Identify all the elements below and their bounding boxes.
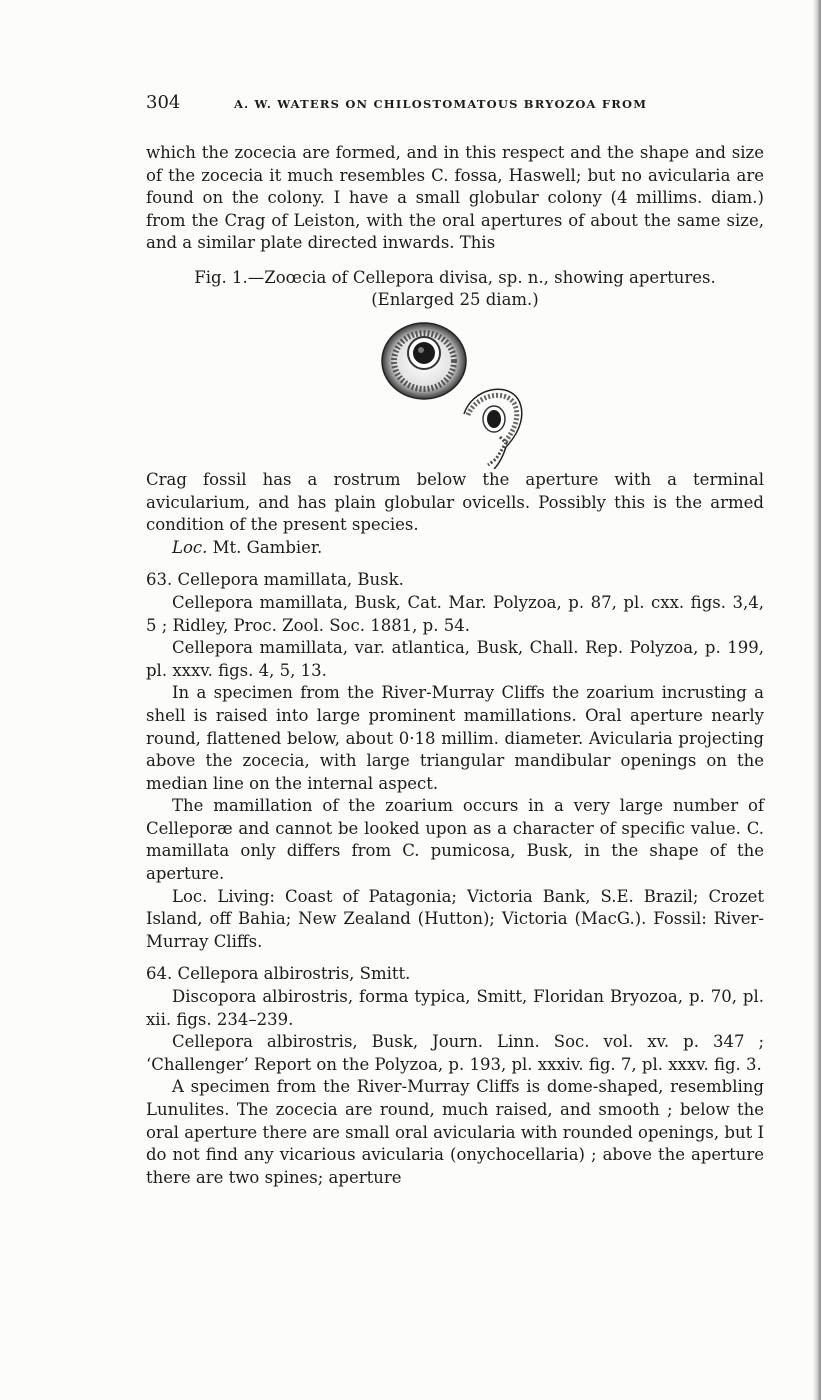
species-64-ref1: Discopora albirostris, forma typica, Smitt, Floridan Bryozoa, p. 70, pl. xii. figs. 234–239. — [146, 987, 764, 1029]
species-64-ref2: Cellepora albirostris, Busk, Journ. Linn. Soc. vol. xv. p. 347 ; ‘Challenger’ Report on the Polyzoa, p. 193, pl. xxxiv. fig. 7, pl. xxxv. fig. 3. — [146, 1032, 764, 1074]
species-63-para1: In a specimen from the River-Murray Cliffs the zoarium incrusting a shell is raised into large prominent mamillations. Oral aperture nearly round, flattened below, about 0·18 millim. diameter. Avicularia projecting above the zocecia, with large triangular mandibular openings on the median line on the internal aspect. — [146, 683, 764, 793]
spacer — [146, 953, 764, 963]
body-text — [146, 142, 764, 1189]
figure-zooecia-illustration — [146, 319, 764, 469]
figure-caption-line1: Fig. 1.—Zoœcia of Cellepora divisa, sp. n., showing apertures. — [194, 267, 716, 287]
species-63-ref1: Cellepora mamillata, Busk, Cat. Mar. Polyzoa, p. 87, pl. cxx. figs. 3,4, 5 ; Ridley, Proc. Zool. Soc. 1881, p. 54. — [146, 592, 764, 635]
intro-paragraph: which the zocecia are formed, and in this respect and the shape and size of the zocecia it much resembles C. fossa, Haswell; but no avicularia are found on the colony. I have a small globular colony (4 millims. diam.) from the Crag of Leiston, with the oral apertures of about the same size, and a similar plate directed inwards. This — [146, 143, 764, 253]
species-63-locality: Loc. Living: Coast of Patagonia; Victoria Bank, S.E. Brazil; Crozet Island, off Bahia; New Zealand (Hutton); Victoria (MacG.). Fossil: River-Murray Cliffs. — [146, 886, 764, 951]
continuation-paragraph: Crag fossil has a rostrum below the aperture with a terminal avicularium, and has plain globular ovicells. Possibly this is the armed condition of the present species. — [146, 469, 764, 535]
zooecia-drawing — [376, 319, 536, 469]
page-number: 304 — [146, 92, 181, 113]
spacer — [146, 559, 764, 569]
page-edge-shadow — [812, 0, 821, 1400]
species-63-heading: 63. Cellepora mamillata, Busk. — [146, 570, 404, 590]
species-63-para2: The mamillation of the zoarium occurs in a very large number of Celleporæ and cannot be looked upon as a character of specific value. C. mamillata only differs from C. pumicosa, Busk, in the shape of the aperture. — [146, 796, 764, 884]
species-64-heading: 64. Cellepora albirostris, Smitt. — [146, 964, 411, 984]
running-title: A. W. WATERS ON CHILOSTOMATOUS BRYOZOA FROM — [234, 97, 648, 111]
figure-caption-line2: (Enlarged 25 diam.) — [371, 289, 539, 309]
page-header — [146, 92, 764, 116]
species-64-para1: A specimen from the River-Murray Cliffs is dome-shaped, resembling Lunulites. The zocecia are round, much raised, and smooth ; below the oral aperture there are small oral avicularia with rounded openings, but I do not find any vicarious avicularia (onychocellaria) ; above the aperture there are two spines; aperture — [146, 1077, 764, 1187]
locality-1 — [146, 537, 764, 560]
loc-label: Loc. — [172, 537, 208, 557]
species-63-ref2: Cellepora mamillata, var. atlantica, Busk, Chall. Rep. Polyzoa, p. 199, pl. xxxv. figs. 4, 5, 13. — [146, 638, 764, 680]
figure-caption — [146, 267, 764, 311]
page-content — [146, 92, 764, 1189]
locality-1-text: Mt. Gambier. — [212, 537, 323, 557]
